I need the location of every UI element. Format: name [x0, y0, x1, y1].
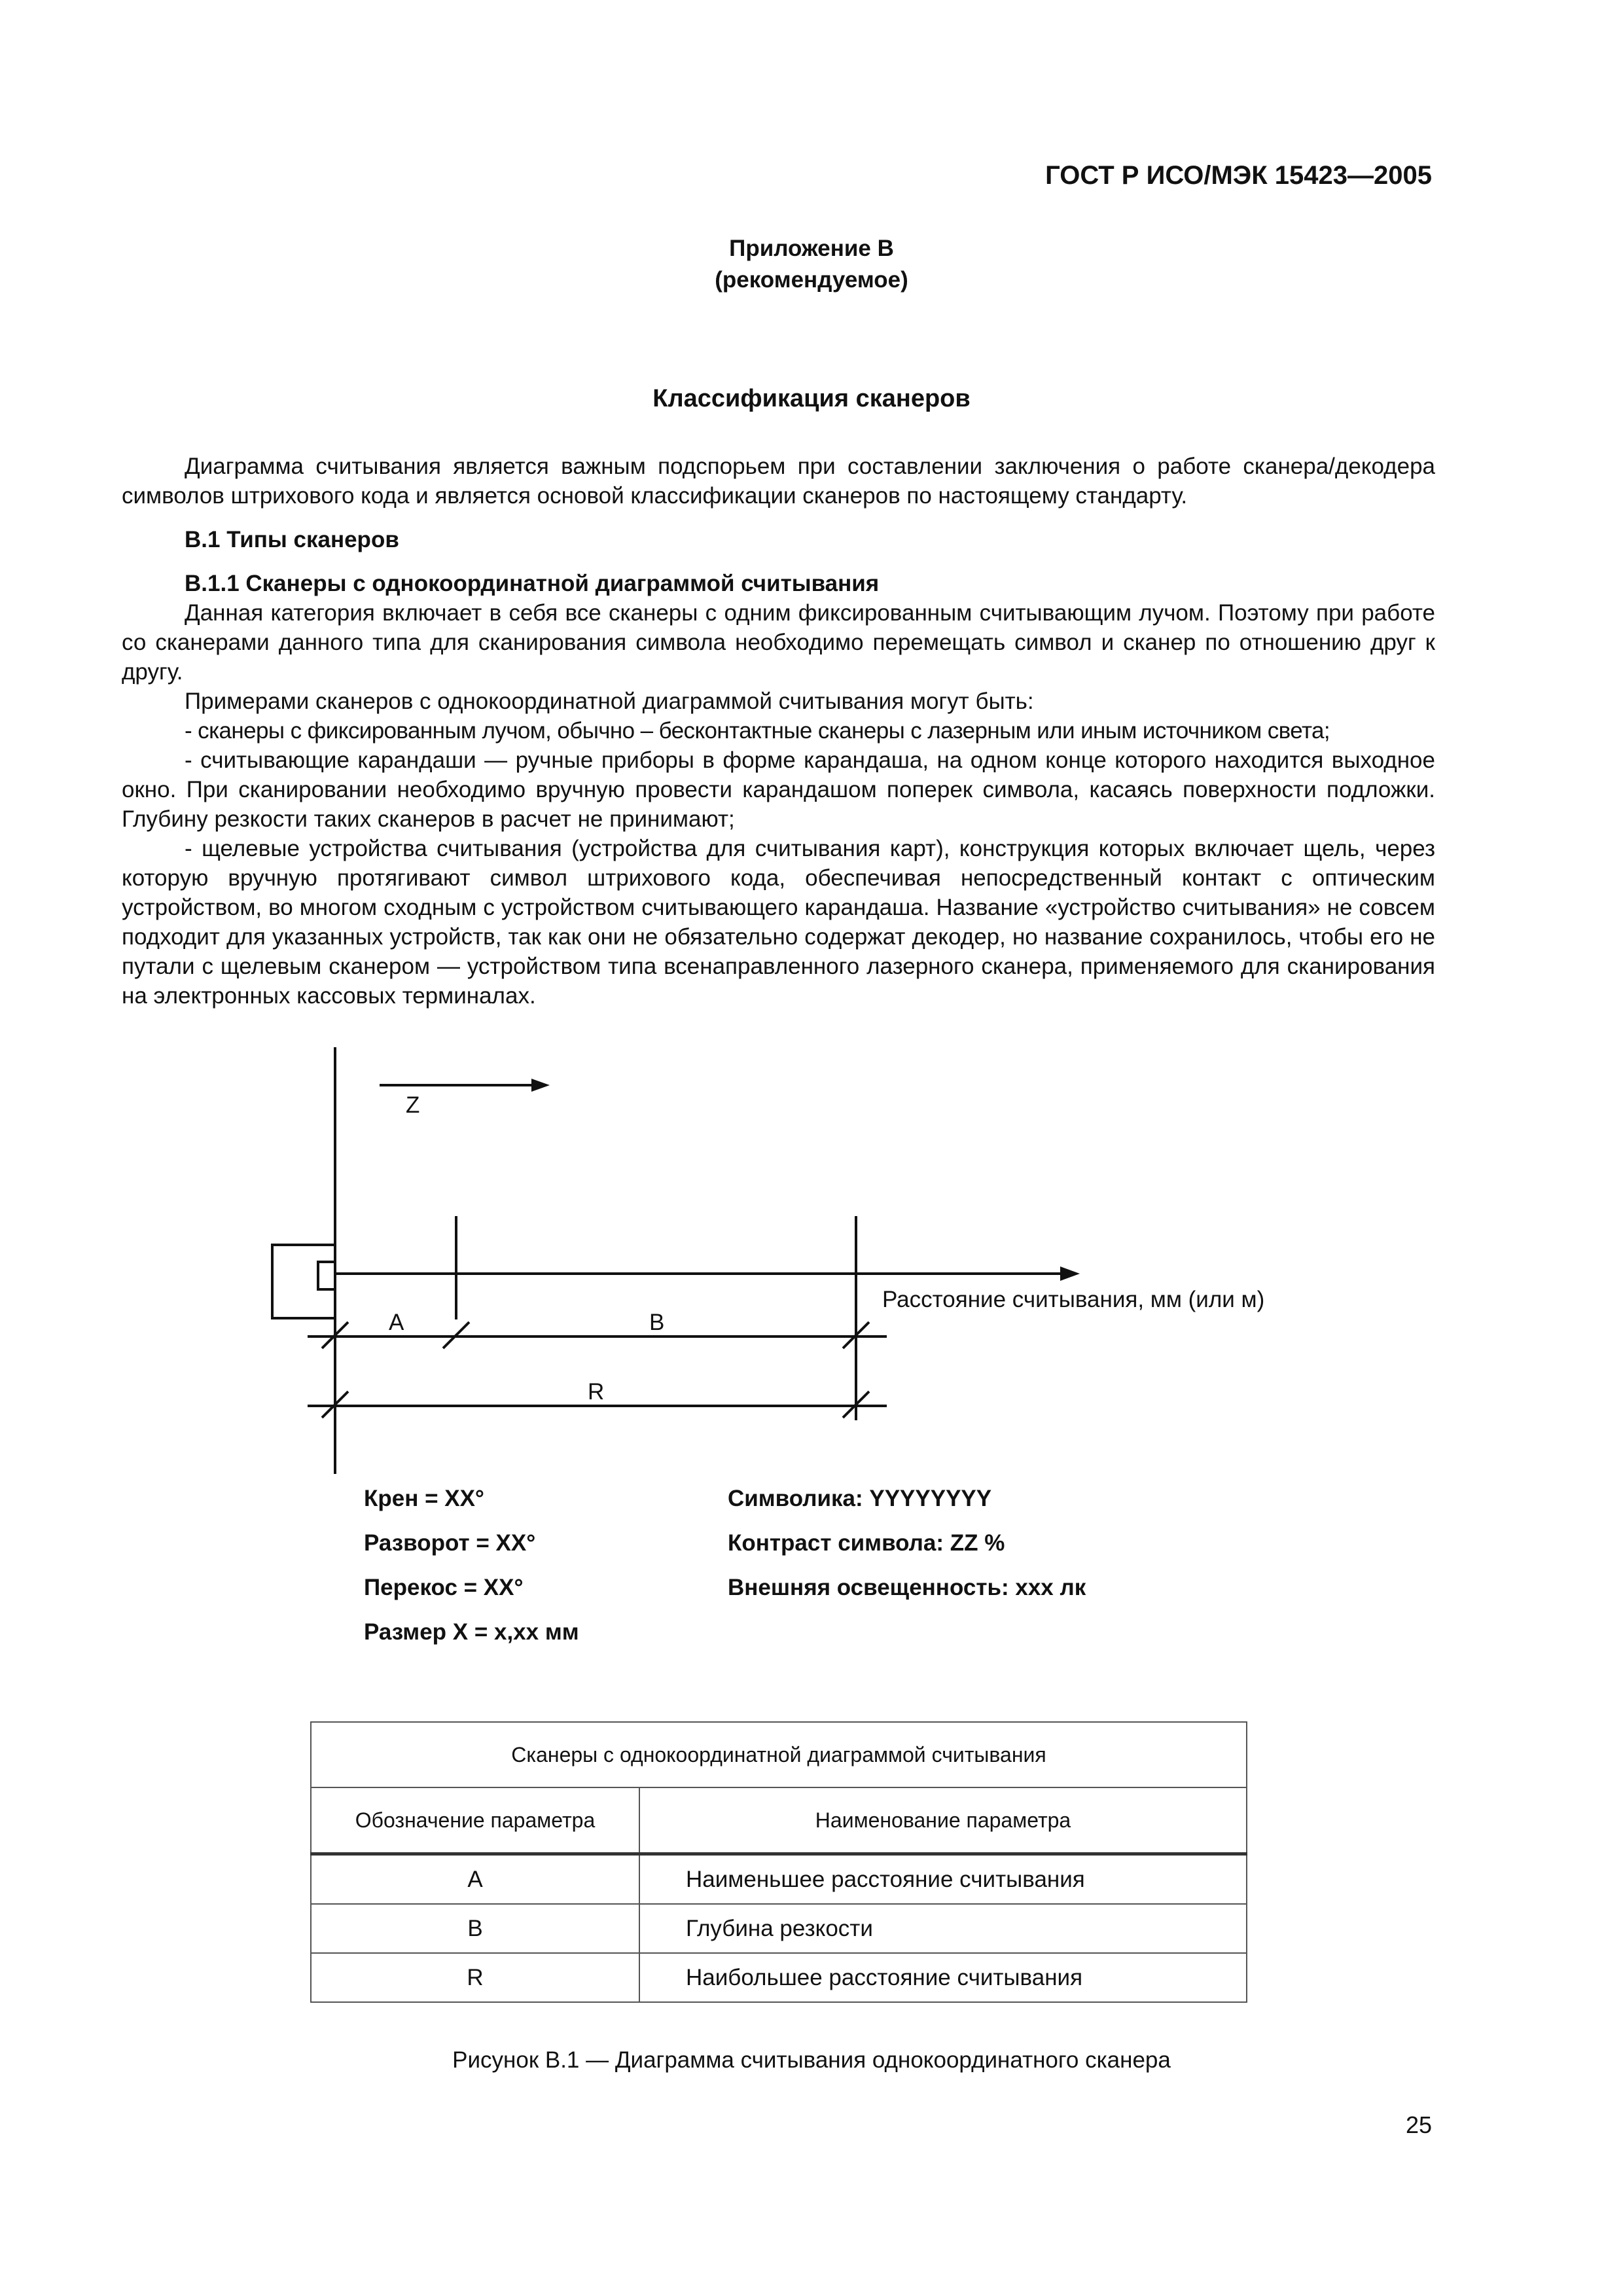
param-x-size: Размер X = х,хх мм — [364, 1619, 579, 1645]
param-symbology: Символика: YYYYYYYY — [728, 1486, 992, 1511]
param-contrast: Контраст символа: ZZ % — [728, 1530, 1005, 1556]
annex-heading — [0, 233, 1623, 296]
paragraph: Примерами сканеров с однокоординатной диаграммой считывания могут быть: — [185, 689, 1034, 714]
table-row — [311, 1953, 1247, 2002]
param-illumination: Внешняя освещенность: ххх лк — [728, 1575, 1086, 1600]
z-label: Z — [406, 1092, 420, 1118]
annex-label: Приложение В — [729, 236, 894, 261]
cell-name: Наибольшее расстояние считывания — [639, 1953, 1247, 2002]
paragraph: Данная категория включает в себя все сканеры с одним фиксированным считывающим лучом. Поэтому при работе со сканерами данного типа для сканирования символа необходимо перемещать символ и сканер по отношению друг к другу. — [122, 600, 1435, 685]
column-header-name: Наименование параметра — [639, 1787, 1247, 1854]
intro-paragraph: Диаграмма считывания является важным подспорьем при составлении заключения о работе сканера/декодера символов штрихового кода и является основой классификации сканеров по настоящему стандарту. — [122, 454, 1435, 509]
table-row — [311, 1854, 1247, 1905]
section-title: Классификация сканеров — [652, 385, 971, 412]
label-b: B — [649, 1310, 665, 1335]
table-title: Сканеры с однокоординатной диаграммой считывания — [311, 1722, 1247, 1787]
reading-diagram — [0, 1021, 1623, 1479]
parameters-table — [310, 1721, 1247, 2003]
list-item: - щелевые устройства считывания (устройства для считывания карт), конструкция которых включает щель, через которую вручную протягивают символ штрихового кода, обеспечивая непосредственный контакт с оптическим устройством, во многом сходным с устройством считывающего карандаша. Название «устройство считывания» не совсем подходит для указанных устройств, так как они не обязательно содержат декодер, но название сохранилось, чтобы его не путали с щелевым сканером — устройством типа всенаправленного лазерного сканера, применяемого для сканирования на электронных кассовых терминалах. — [122, 836, 1435, 1009]
annex-status: (рекомендуемое) — [715, 267, 908, 293]
label-a: A — [389, 1310, 404, 1335]
distance-arrowhead — [1060, 1266, 1080, 1281]
cell-code: R — [311, 1953, 639, 2002]
list-item: - считывающие карандаши — ручные приборы в форме карандаша, на одном конце которого находится выходное окно. При сканировании необходимо вручную провести карандашом поперек символа, касаясь поверхности подложки. Глубину резкости таких сканеров в расчет не принимают; — [122, 747, 1435, 832]
list-item: - сканеры с фиксированным лучом, обычно – бесконтактные сканеры с лазерным или иным источником света; — [185, 718, 1330, 744]
document-id: ГОСТ Р ИСО/МЭК 15423—2005 — [1045, 161, 1432, 190]
table-row — [311, 1904, 1247, 1953]
cell-code: A — [311, 1854, 639, 1905]
heading-b1: В.1 Типы сканеров — [185, 527, 399, 552]
params-left — [364, 1486, 579, 1664]
column-header-code: Обозначение параметра — [311, 1787, 639, 1854]
cell-name: Наименьшее расстояние считывания — [639, 1854, 1247, 1905]
page-number: 25 — [1405, 2111, 1432, 2138]
param-roll: Крен = ХХ° — [364, 1486, 484, 1511]
scanner-window — [318, 1262, 335, 1289]
figure-caption: Рисунок В.1 — Диаграмма считывания однокоординатного сканера — [452, 2047, 1171, 2073]
scanner-body — [272, 1245, 335, 1318]
cell-code: B — [311, 1904, 639, 1953]
label-r: R — [588, 1379, 605, 1405]
cell-name: Глубина резкости — [639, 1904, 1247, 1953]
param-skew: Перекос = ХХ° — [364, 1575, 524, 1600]
param-yaw: Разворот = ХХ° — [364, 1530, 536, 1556]
body-text — [122, 452, 1435, 1011]
z-arrowhead — [531, 1079, 550, 1092]
axis-label: Расстояние считывания, мм (или м) — [882, 1287, 1265, 1312]
params-right — [728, 1486, 1086, 1619]
heading-b11: В.1.1 Сканеры с однокоординатной диаграммой считывания — [185, 571, 880, 596]
